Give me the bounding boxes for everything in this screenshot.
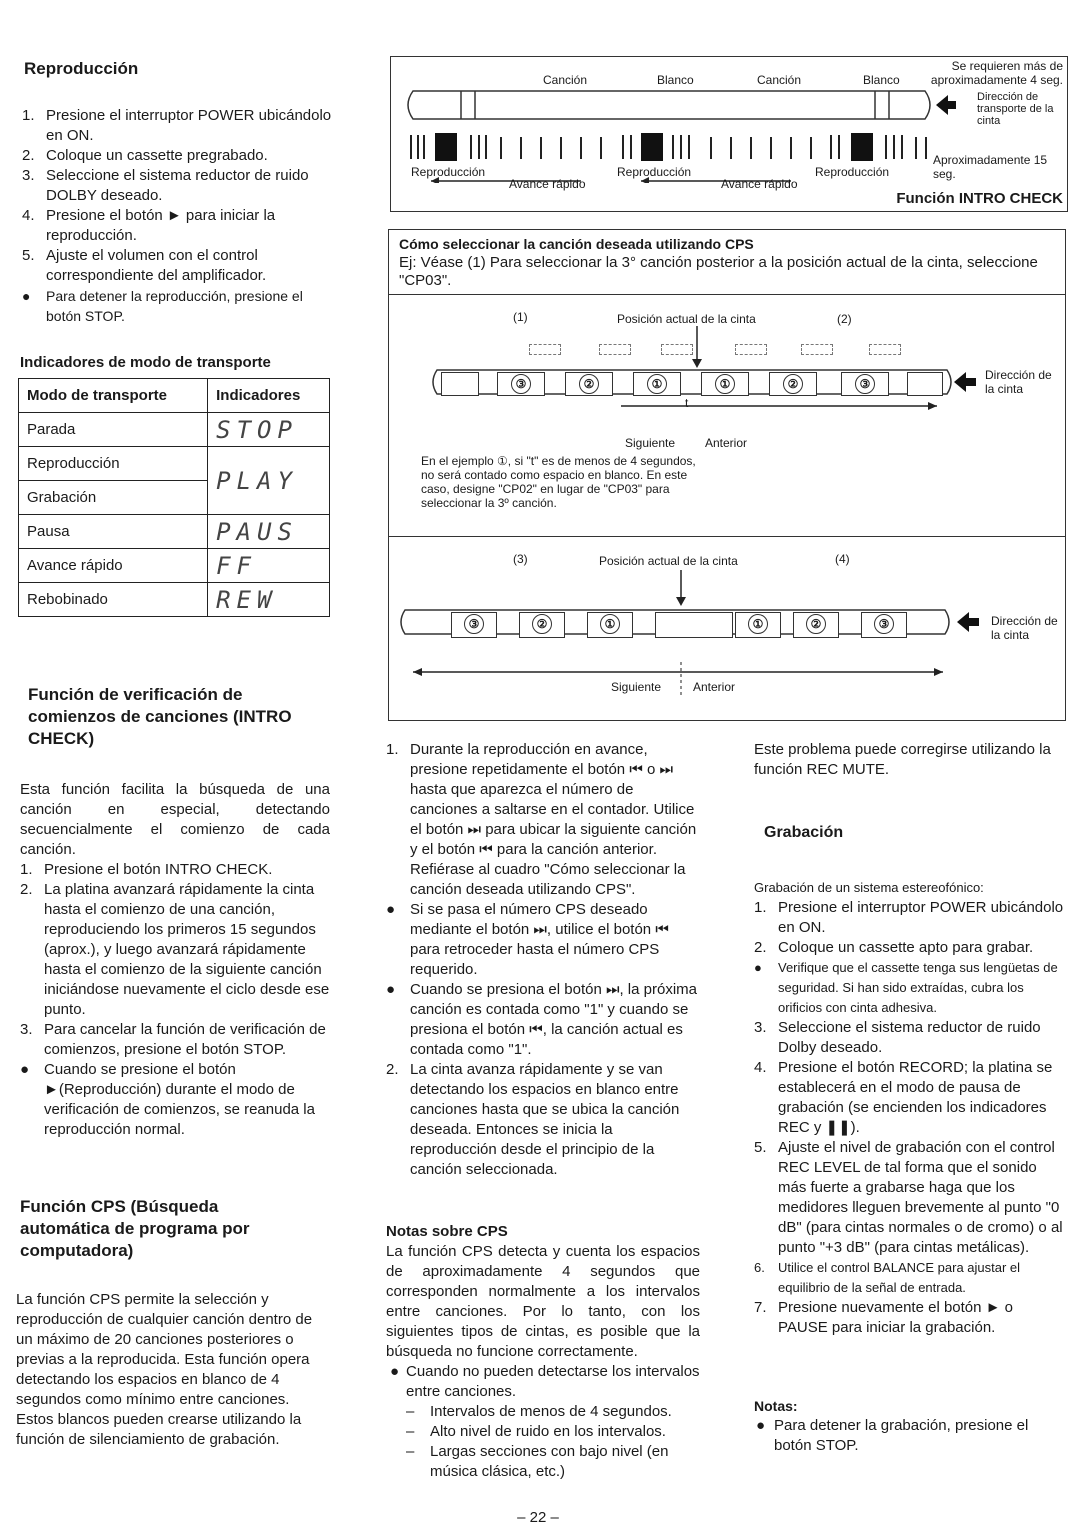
list-item: 6. Utilice el control BALANCE para ajustar el equilibrio de la señal de entrada. [754, 1260, 1021, 1295]
list-item: 4. Presione el botón ► para iniciar la reproducción. [22, 207, 276, 244]
transport-mode-table [18, 378, 330, 617]
cps-diagram [388, 229, 1066, 721]
list-item: 3. Seleccione el sistema reductor de ruido DOLBY deseado. [22, 167, 309, 204]
section-title-intro-check: Función de verificación de comienzos de canciones (INTRO CHECK) [28, 685, 292, 748]
list-item: 1. Presione el interruptor POWER ubicándolo en ON. [754, 899, 1064, 936]
label-blanco: Blanco [863, 73, 900, 87]
list-item: 5. Ajuste el nivel de grabación con el control REC LEVEL de tal forma que el sonido más fuerte a grabarse haga que los medidores lleguen brevemente al punto "0 dB" (para cintas normales o de cromo) o al punto "+3 dB" (para cintas metálicas). [754, 1139, 1063, 1256]
tape-cell: ① [633, 372, 681, 396]
table-row: Reproducción PLAY [19, 447, 330, 481]
label-siguiente: Siguiente [625, 436, 676, 450]
divider [389, 536, 1065, 537]
section-title-grabacion: Grabación [764, 824, 844, 841]
cps-diagram-header [389, 230, 1065, 295]
notas-cps-title: Notas sobre CPS [386, 1223, 508, 1240]
label-avance: Avance rápido [509, 177, 586, 191]
label-anterior: Anterior [705, 436, 748, 450]
cps-example: Ej: Véase (1) Para seleccionar la 3° canción posterior a la posición actual de la cinta, seleccione "CP03". [399, 254, 1038, 289]
reproduccion-steps [22, 106, 332, 326]
label-pos: Posición actual de la cinta [617, 312, 756, 326]
label-p3: (3) [513, 552, 528, 566]
rec-mute-note: Este problema puede corregirse utilizando la función REC MUTE. [754, 741, 1051, 778]
list-item: ● Cuando se presione el botón ►(Reproducción) durante el modo de verificación de comienzos, se reanuda la reproducción normal. [20, 1061, 315, 1138]
cps-body: La función CPS permite la selección y reproducción de cualquier canción dentro de un máximo de 20 canciones posteriores o previas a la reproducida. Esta función opera detectando los espacios en blanco de 4 segundos como mínimo entre canciones. Estos blancos pueden crearse utilizando la función de silenciamiento de grabación. [16, 1291, 313, 1448]
notas-dashes [406, 1402, 700, 1482]
list-item: 3. Seleccione el sistema reductor de ruido Dolby deseado. [754, 1019, 1041, 1056]
list-item: 3. Para cancelar la función de verificación de comienzos, presione el botón STOP. [20, 1021, 326, 1058]
tape-cell [655, 612, 733, 638]
list-item: 1. Presione el botón INTRO CHECK. [20, 861, 273, 878]
tape-cell: ③ [451, 612, 497, 638]
label-blanco: Blanco [657, 73, 694, 87]
notas-title: Notas: [754, 1398, 798, 1414]
label-reproduccion: Reproducción [815, 165, 890, 179]
notas-bullet: ● Cuando no pueden detectarse los intervalos entre canciones. [390, 1363, 700, 1400]
label-t: t [685, 396, 689, 410]
list-item: ● Si se pasa el número CPS deseado mediante el botón ⏭, utilice el botón ⏮ para retroceder hasta el número CPS requerido. [386, 901, 669, 978]
table-header: Modo de transporte [19, 379, 208, 413]
tape-cell: ② [793, 612, 839, 638]
tape-cell: ① [701, 372, 749, 396]
notas-cps-body: La función CPS detecta y cuenta los espacios de aproximadamente 4 segundos que corresponden normalmente a los intervalos entre canciones. Por lo tanto, con los siguientes tipos de cintas, es posible que la búsqueda no funcione correctamente. [386, 1243, 700, 1360]
tape-cell: ① [735, 612, 781, 638]
label-p1: (1) [513, 310, 528, 324]
label-anterior: Anterior [693, 680, 736, 694]
label-p2: (2) [837, 312, 852, 326]
list-item: ● Verifique que el cassette tenga sus lengüetas de seguridad. Si han sido extraídas, cubra los orificios con cinta adhesiva. [754, 960, 1058, 1015]
diagram-caption: Función INTRO CHECK [896, 190, 1063, 207]
label-cancion: Canción [757, 73, 802, 87]
table-header: Indicadores [208, 379, 330, 413]
notas-item: ● Para detener la grabación, presione el botón STOP. [756, 1417, 1029, 1454]
table-row: Avance rápido FF [19, 549, 330, 583]
label-dir: Dirección de la cinta [991, 614, 1058, 642]
list-item: 4. Presione el botón RECORD; la platina se establecerá en el modo de pausa de grabación (se encienden los indicadores REC y ❚❚). [754, 1059, 1053, 1136]
label-p4: (4) [835, 552, 850, 566]
cps-note: En el ejemplo ①, si "t" es de menos de 4 segundos, no será contado como espacio en blanco. En este caso, designe "CP02" en lugar de "CP03" para seleccionar la 3º canción. [421, 454, 696, 510]
list-item: ● Para detener la reproducción, presione el botón STOP. [22, 288, 303, 324]
list-item: 2. La platina avanzará rápidamente la cinta hasta el comienzo de una canción, reproduciendo los primeros 15 segundos (aprox.), y luego avanzará rápidamente hasta el comienzo de la siguiente canción iniciándose nuevamente el ciclo desde ese punto. [20, 881, 330, 1018]
label-siguiente: Siguiente [611, 680, 662, 694]
tape-cell [441, 372, 479, 396]
list-item: 2. La cinta avanza rápidamente y se van detectando los espacios en blanco entre canciones hasta que se ubica la canción deseada. Entonces se inicia la reproducción desde el principio de la canción seleccionada. [386, 1061, 680, 1178]
list-item: 5. Ajuste el volumen con el control correspondiente del amplificador. [22, 247, 267, 284]
list-item: 1. Durante la reproducción en avance, presione repetidamente el botón ⏮ o ⏭ hasta que aparezca el número de canciones a saltarse en el contador. Utilice el botón ⏭ para ubicar la siguiente canción y el botón ⏮ para la canción anterior. Refiérase al cuadro "Cómo seleccionar la canción deseada utilizando CPS". [386, 741, 697, 898]
blank-note: Se requieren más de aproximadamente 4 seg. [930, 59, 1063, 87]
cps-steps [386, 740, 700, 1180]
tape-cell: ② [565, 372, 613, 396]
grabacion-subtitle: Grabación de un sistema estereofónico: [754, 880, 984, 895]
list-item: – Intervalos de menos de 4 segundos. [406, 1403, 672, 1420]
list-item: 2. Coloque un cassette pregrabado. [22, 147, 268, 164]
tape-cell: ③ [841, 372, 889, 396]
label-cancion: Canción [543, 73, 588, 87]
table-row: Parada STOP [19, 413, 330, 447]
tape-cell: ② [519, 612, 565, 638]
tape-cell: ③ [861, 612, 907, 638]
direction-label: Dirección de transporte de la cinta [977, 91, 1054, 127]
list-item: 7. Presione nuevamente el botón ► o PAUSE para iniciar la grabación. [754, 1299, 1013, 1336]
table-row: Rebobinado REW [19, 583, 330, 617]
section-title-cps: Función CPS (Búsqueda automática de programa por computadora) [20, 1197, 250, 1260]
label-dir: Dirección de la cinta [985, 368, 1052, 396]
cps-diagram-title: Cómo seleccionar la canción deseada utilizando CPS [399, 236, 754, 252]
label-avance: Avance rápido [721, 177, 798, 191]
list-item: – Largas secciones con bajo nivel (en música clásica, etc.) [406, 1443, 669, 1480]
intro-steps [20, 860, 332, 1140]
tape-cell: ③ [497, 372, 545, 396]
label-reproduccion: Reproducción [617, 165, 692, 179]
grabacion-steps [754, 898, 1066, 1338]
table-row: Pausa PAUS [19, 515, 330, 549]
list-item: 2. Coloque un cassette apto para grabar. [754, 939, 1034, 956]
section-title-reproduccion: Reproducción [24, 59, 139, 78]
tape-cell [907, 372, 943, 396]
label-reproduccion: Reproducción [411, 165, 486, 179]
label-pos: Posición actual de la cinta [599, 554, 738, 568]
tape-graphic-top [389, 326, 1065, 416]
intro-body: Esta función facilita la búsqueda de una canción en especial, detectando secuencialmente el comienzo de cada canción. [20, 781, 330, 858]
list-item: – Alto nivel de ruido en los intervalos. [406, 1423, 666, 1440]
table-row: Grabación [19, 481, 330, 515]
label-aprox: Aproximadamente 15 seg. [933, 153, 1048, 181]
list-item: ● Cuando se presiona el botón ⏭, la próxima canción es contada como "1" y cuando se presiona el botón ⏮, la canción actual es contada como "1". [386, 981, 698, 1058]
tape-cell: ① [587, 612, 633, 638]
list-item: 1. Presione el interruptor POWER ubicándolo en ON. [22, 107, 332, 144]
section-title-indicadores: Indicadores de modo de transporte [20, 354, 271, 371]
intro-check-diagram [390, 56, 1068, 212]
page-number: – 22 – [517, 1509, 559, 1526]
tape-cell: ② [769, 372, 817, 396]
